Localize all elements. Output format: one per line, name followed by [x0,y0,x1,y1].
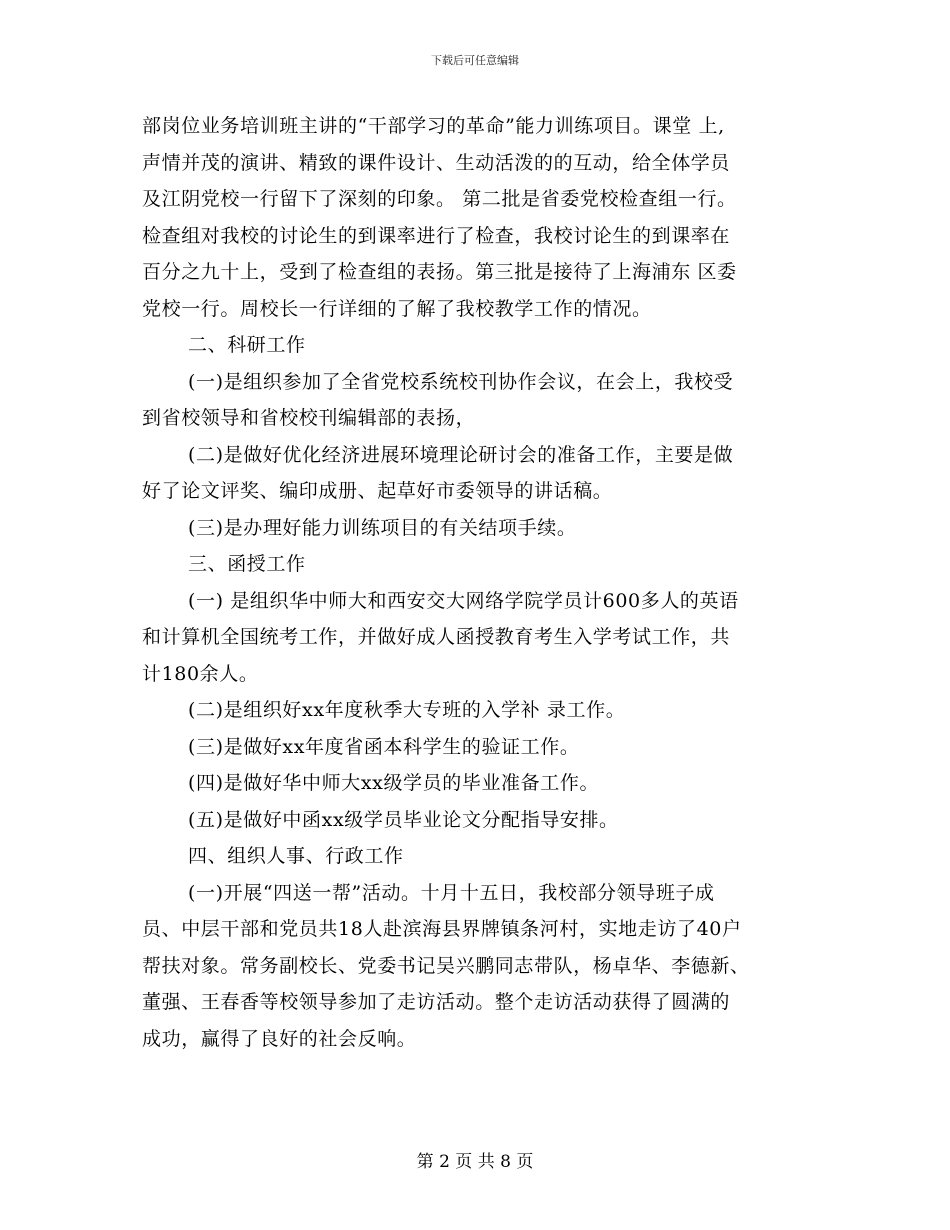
page-number: 第 2 页 共 8 页 [416,1152,534,1172]
text-line: (一) 是组织华中师大和西安交大网络学院学员计600多人的英语 [188,589,739,612]
text-line: 成功，赢得了良好的社会反响。 [142,1027,417,1050]
text-line: 员、中层干部和党员共18人赴滨海县界牌镇条河村，实地走访了40户 [142,918,742,940]
text-line: 和计算机全国统考工作，并做好成人函授教育考生入学考试工作，共 [142,626,731,648]
text-line: (四)是做好华中师大xx级学员的毕业准备工作。 [188,772,600,794]
page-header: 下载后可任意编辑 [431,54,519,67]
text-line: (三)是做好xx年度省函本科学生的验证工作。 [188,735,580,758]
text-line: 计180余人。 [142,662,259,685]
text-line: 部岗位业务培训班主讲的“干部学习的革命”能力训练项目。课堂 上, [142,115,725,137]
document-body [142,108,832,1057]
text-line: (一)开展“四送一帮”活动。十月十五日，我校部分领导班子成 [188,881,715,904]
text-line: 帮扶对象。常务副校长、党委书记吴兴鹏同志带队，杨卓华、李德新、 [142,954,750,977]
text-line: (一)是组织参加了全省党校系统校刊协作会议，在会上，我校受 [188,370,734,393]
text-line: 董强、王春香等校领导参加了走访活动。整个走访活动获得了圆满的 [142,991,731,1013]
section-heading: 四、组织人事、行政工作 [188,845,404,867]
text-line: 到省校领导和省校校刊编辑部的表扬， [142,407,476,429]
text-line: (二)是组织好xx年度秋季大专班的入学补 录工作。 [188,699,626,721]
text-line: 及江阴党校一行留下了深刻的印象。 第二批是省委党校检查组一行。 [142,188,737,210]
section-heading: 三、函授工作 [188,553,306,575]
text-line: (三)是办理好能力训练项目的有关结项手续。 [188,516,577,539]
text-line: 声情并茂的演讲、精致的课件设计、生动活泼的的互动，给全体学员 [142,151,731,174]
text-line: 党校一行。周校长一行详细的了解了我校教学工作的情况。 [142,297,652,320]
text-line: (五)是做好中函xx级学员毕业论文分配指导安排。 [188,808,619,831]
text-line: 检查组对我校的讨论生的到课率进行了检查，我校讨论生的到课率在 [142,224,731,247]
text-line: (二)是做好优化经济进展环境理论研讨会的准备工作，主要是做 [188,443,734,466]
text-line: 百分之九十上，受到了检查组的表扬。第三批是接待了上海浦东 区委 [142,261,737,283]
text-line: 好了论文评奖、编印成册、起草好市委领导的讲话稿。 [142,480,613,502]
section-heading: 二、科研工作 [188,334,306,356]
